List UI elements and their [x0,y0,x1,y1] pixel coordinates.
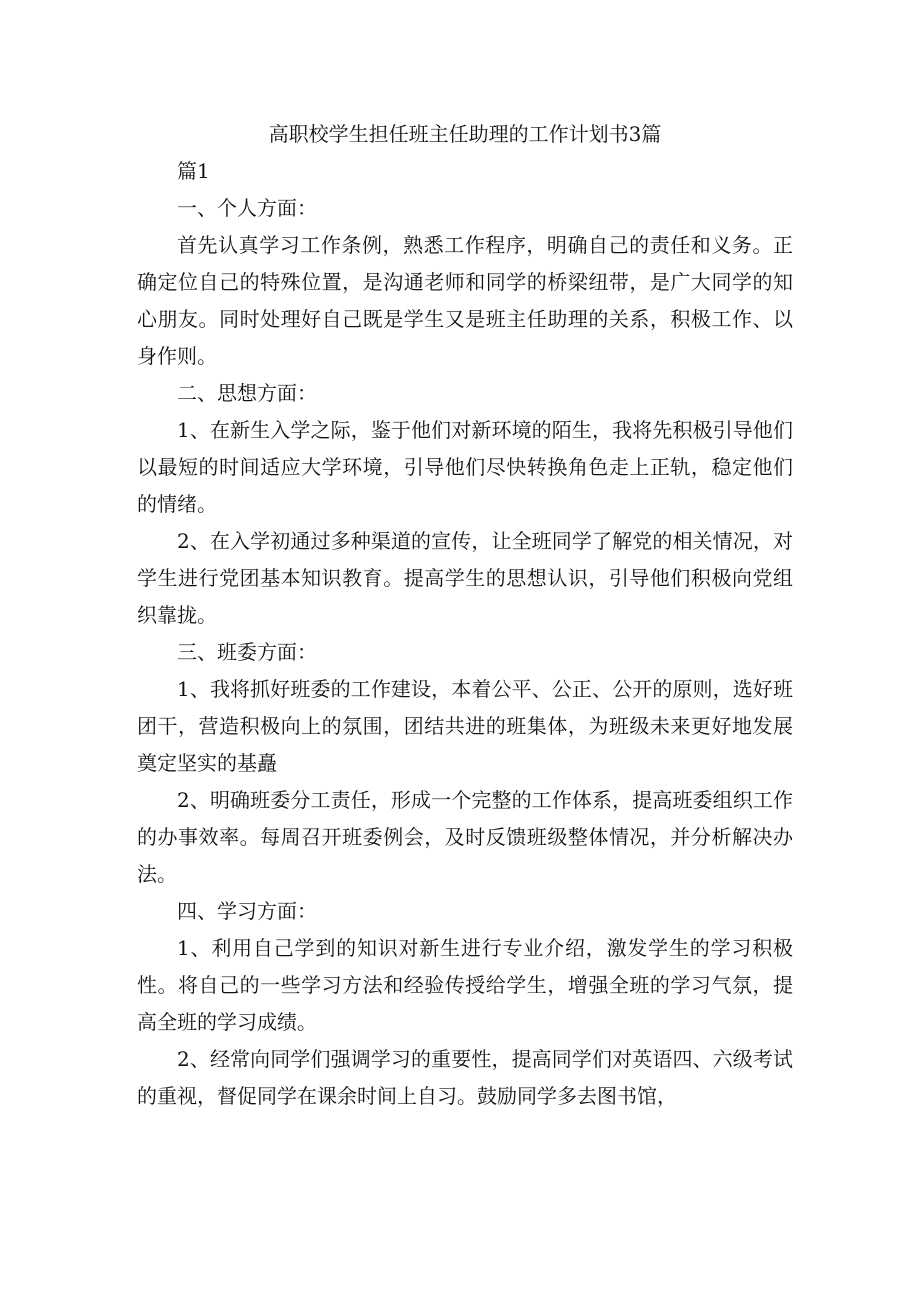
part-label: 篇1 [177,159,210,183]
paragraph: 1、我将抓好班委的工作建设，本着公平、公正、公开的原则，选好班团干，营造积极向上的氛围，团结共进的班集体，为班级未来更好地发展奠定坚实的基矗 [137,677,793,775]
paragraph: 2、经常向同学们强调学习的重要性，提高同学们对英语四、六级考试的重视，督促同学在课余时间上自习。鼓励同学多去图书馆， [137,1047,793,1108]
section-heading-ideology: 二、思想方面： [177,381,317,405]
document-body [137,116,793,1115]
paragraph: 首先认真学习工作条例，熟悉工作程序，明确自己的责任和义务。正确定位自己的特殊位置，是沟通老师和同学的桥梁纽带，是广大同学的知心朋友。同时处理好自己既是学生又是班主任助理的关系，积极工作、以身作则。 [137,233,793,368]
section-heading-study: 四、学习方面： [177,899,317,923]
paragraph: 1、在新生入学之际，鉴于他们对新环境的陌生，我将先积极引导他们以最短的时间适应大学环境，引导他们尽快转换角色走上正轨，稳定他们的情绪。 [137,418,793,516]
paragraph: 2、明确班委分工责任，形成一个完整的工作体系，提高班委组织工作的办事效率。每周召开班委例会，及时反馈班级整体情况，并分析解决办法。 [137,788,793,886]
document-title: 高职校学生担任班主任助理的工作计划书3篇 [268,122,662,146]
paragraph: 2、在入学初通过多种渠道的宣传，让全班同学了解党的相关情况，对学生进行党团基本知识教育。提高学生的思想认识，引导他们积极向党组织靠拢。 [137,529,793,627]
paragraph: 1、利用自己学到的知识对新生进行专业介绍，激发学生的学习积极性。将自己的一些学习方法和经验传授给学生，增强全班的学习气氛，提高全班的学习成绩。 [137,936,793,1034]
section-heading-personal: 一、个人方面： [177,196,317,220]
section-heading-class-committee: 三、班委方面： [177,640,317,664]
